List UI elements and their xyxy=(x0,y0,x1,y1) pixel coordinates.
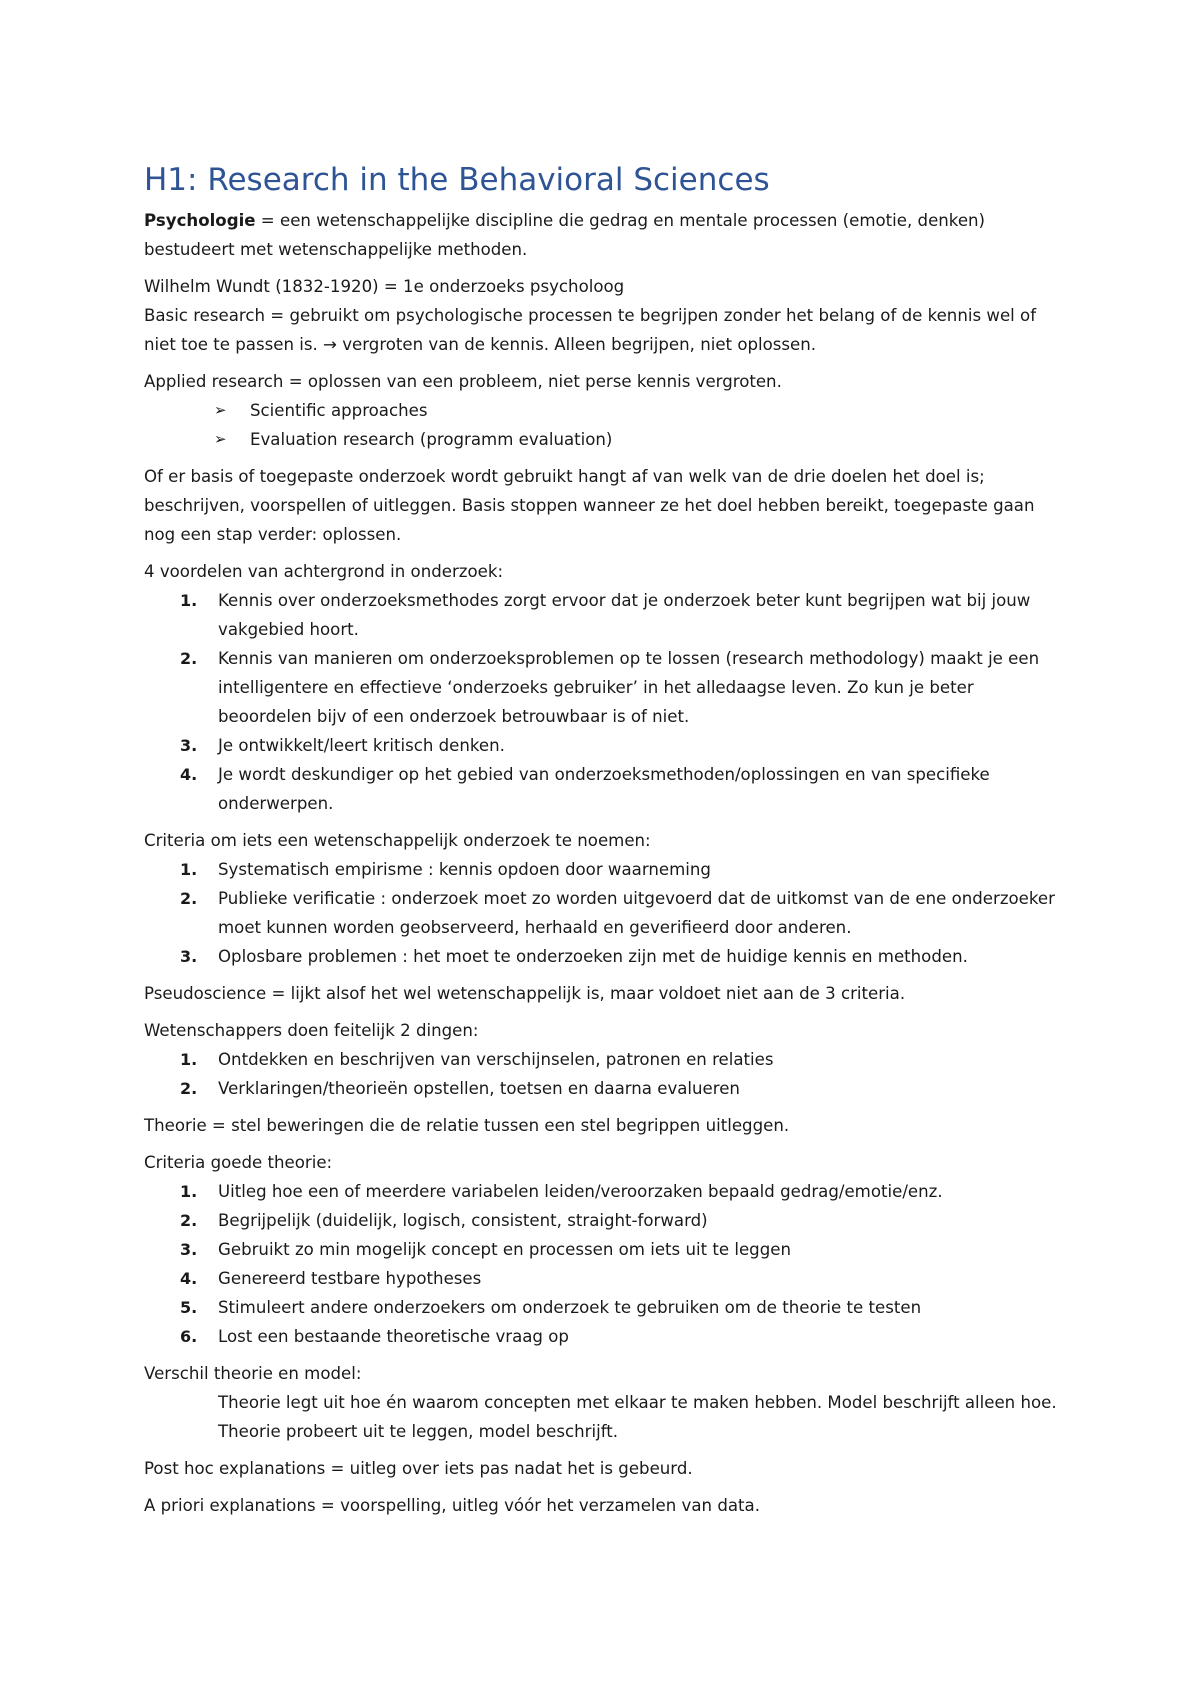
goals-paragraph: Of er basis of toegepaste onderzoek wordt gebruikt hangt af van welk van de drie doelen het doel is; beschrijven, voorspellen of uitleggen. Basis stoppen wanneer ze het doel hebben bereikt, toegepaste gaan nog een stap verder: oplossen. xyxy=(144,467,1035,544)
arrow-bullet-icon: ➢ xyxy=(214,401,227,419)
list-item: 3. Gebruikt zo min mogelijk concept en processen om iets uit te leggen xyxy=(180,1240,791,1259)
good-theory-heading: Criteria goede theorie: xyxy=(144,1153,333,1172)
document-body xyxy=(144,160,1064,1520)
list-item xyxy=(214,425,1064,454)
post-hoc-line: Post hoc explanations = uitleg over iets pas nadat het is gebeurd. xyxy=(144,1459,693,1478)
list-item-text: Ontdekken en beschrijven van verschijnselen, patronen en relaties xyxy=(218,1050,774,1069)
scientists-heading: Wetenschappers doen feitelijk 2 dingen: xyxy=(144,1021,479,1040)
list-item-text: Verklaringen/theorieën opstellen, toetsen en daarna evalueren xyxy=(218,1079,740,1098)
good-theory-list xyxy=(144,1177,1064,1351)
criteria-list xyxy=(144,855,1064,971)
list-item-text: Publieke verificatie : onderzoek moet zo worden uitgevoerd dat de uitkomst van de ene onderzoeker moet kunnen worden geobserveerd, herhaald en geverifieerd door anderen. xyxy=(218,889,1055,937)
applied-research: Applied research = oplossen van een probleem, niet perse kennis vergroten. xyxy=(144,372,782,391)
list-item: 3. Oplosbare problemen : het moet te onderzoeken zijn met de huidige kennis en methoden. xyxy=(180,947,968,966)
pseudoscience-line: Pseudoscience = lijkt alsof het wel wetenschappelijk is, maar voldoet niet aan de 3 criteria. xyxy=(144,984,906,1003)
list-item: 1. Uitleg hoe een of meerdere variabelen leiden/veroorzaken bepaald gedrag/emotie/enz. xyxy=(180,1182,943,1201)
list-item: 6. Lost een bestaande theoretische vraag op xyxy=(180,1327,569,1346)
list-item-text: Begrijpelijk (duidelijk, logisch, consistent, straight-forward) xyxy=(218,1211,708,1230)
list-item-text: Kennis van manieren om onderzoeksproblemen op te lossen (research methodology) maakt je een intelligentere en effectieve ‘onderzoeks gebruiker’ in het alledaagse leven. Zo kun je beter beoordelen bijv of een onderzoek betrouwbaar is of niet. xyxy=(218,649,1040,726)
list-item xyxy=(214,396,1064,425)
list-item: 2. Verklaringen/theorieën opstellen, toetsen en daarna evalueren xyxy=(180,1079,740,1098)
list-item-text: Stimuleert andere onderzoekers om onderzoek te gebruiken om de theorie te testen xyxy=(218,1298,922,1317)
list-item: 1. Kennis over onderzoeksmethodes zorgt ervoor dat je onderzoek beter kunt begrijpen wat bij jouw vakgebied hoort. xyxy=(180,591,1031,639)
list-item-text: Uitleg hoe een of meerdere variabelen leiden/veroorzaken bepaald gedrag/emotie/enz. xyxy=(218,1182,943,1201)
psychologie-term: Psychologie xyxy=(144,211,256,230)
difference-heading: Verschil theorie en model: xyxy=(144,1364,362,1383)
psychologie-def-text: = een wetenschappelijke discipline die gedrag en mentale processen (emotie, denken) bestudeert met wetenschappelijke methoden. xyxy=(144,211,986,259)
page-title: H1: Research in the Behavioral Sciences xyxy=(144,162,770,198)
list-item-text: Lost een bestaande theoretische vraag op xyxy=(218,1327,569,1346)
list-item: 1. Ontdekken en beschrijven van verschijnselen, patronen en relaties xyxy=(180,1050,774,1069)
psychologie-definition xyxy=(144,206,1064,264)
list-item: 2. Kennis van manieren om onderzoeksproblemen op te lossen (research methodology) maakt je een intelligentere en effectieve ‘onderzoeks gebruiker’ in het alledaagse leven. Zo kun je beter beoordelen bijv of een onderzoek betrouwbaar is of niet. xyxy=(180,649,1040,726)
list-item-text: Evaluation research (programm evaluation) xyxy=(250,430,613,449)
list-item-text: Je wordt deskundiger op het gebied van onderzoeksmethoden/oplossingen en van specifieke onderwerpen. xyxy=(218,765,990,813)
list-item: 4. Genereerd testbare hypotheses xyxy=(180,1269,482,1288)
list-item-text: Kennis over onderzoeksmethodes zorgt ervoor dat je onderzoek beter kunt begrijpen wat bij jouw vakgebied hoort. xyxy=(218,591,1031,639)
wundt-line: Wilhelm Wundt (1832-1920) = 1e onderzoeks psycholoog xyxy=(144,277,625,296)
benefits-heading: 4 voordelen van achtergrond in onderzoek: xyxy=(144,562,504,581)
benefits-list xyxy=(144,586,1064,818)
list-item: 2. Begrijpelijk (duidelijk, logisch, consistent, straight-forward) xyxy=(180,1211,708,1230)
scientists-list xyxy=(144,1045,1064,1103)
list-item: 1. Systematisch empirisme : kennis opdoen door waarneming xyxy=(180,860,711,879)
list-item-text: Genereerd testbare hypotheses xyxy=(218,1269,482,1288)
list-item-text: Je ontwikkelt/leert kritisch denken. xyxy=(218,736,505,755)
list-item-text: Scientific approaches xyxy=(250,401,428,420)
basic-research: Basic research = gebruikt om psychologische processen te begrijpen zonder het belang of de kennis wel of niet toe te passen is. → vergroten van de kennis. Alleen begrijpen, niet oplossen. xyxy=(144,306,1037,354)
difference-text: Theorie legt uit hoe én waarom concepten met elkaar te maken hebben. Model beschrijft alleen hoe. Theorie probeert uit te leggen, model beschrijft. xyxy=(218,1393,1057,1441)
list-item: 3. Je ontwikkelt/leert kritisch denken. xyxy=(180,736,505,755)
list-item-text: Gebruikt zo min mogelijk concept en processen om iets uit te leggen xyxy=(218,1240,791,1259)
criteria-heading: Criteria om iets een wetenschappelijk onderzoek te noemen: xyxy=(144,831,651,850)
list-item: 4. Je wordt deskundiger op het gebied van onderzoeksmethoden/oplossingen en van specifieke onderwerpen. xyxy=(180,765,990,813)
a-priori-line: A priori explanations = voorspelling, uitleg vóór het verzamelen van data. xyxy=(144,1496,760,1515)
list-item: 2. Publieke verificatie : onderzoek moet zo worden uitgevoerd dat de uitkomst van de ene onderzoeker moet kunnen worden geobserveerd, herhaald en geverifieerd door anderen. xyxy=(180,889,1055,937)
list-item-text: Oplosbare problemen : het moet te onderzoeken zijn met de huidige kennis en methoden. xyxy=(218,947,968,966)
list-item-text: Systematisch empirisme : kennis opdoen door waarneming xyxy=(218,860,711,879)
applied-list xyxy=(144,396,1064,454)
list-item: 5. Stimuleert andere onderzoekers om onderzoek te gebruiken om de theorie te testen xyxy=(180,1298,922,1317)
theory-definition: Theorie = stel beweringen die de relatie tussen een stel begrippen uitleggen. xyxy=(144,1116,790,1135)
arrow-bullet-icon: ➢ xyxy=(214,430,227,448)
